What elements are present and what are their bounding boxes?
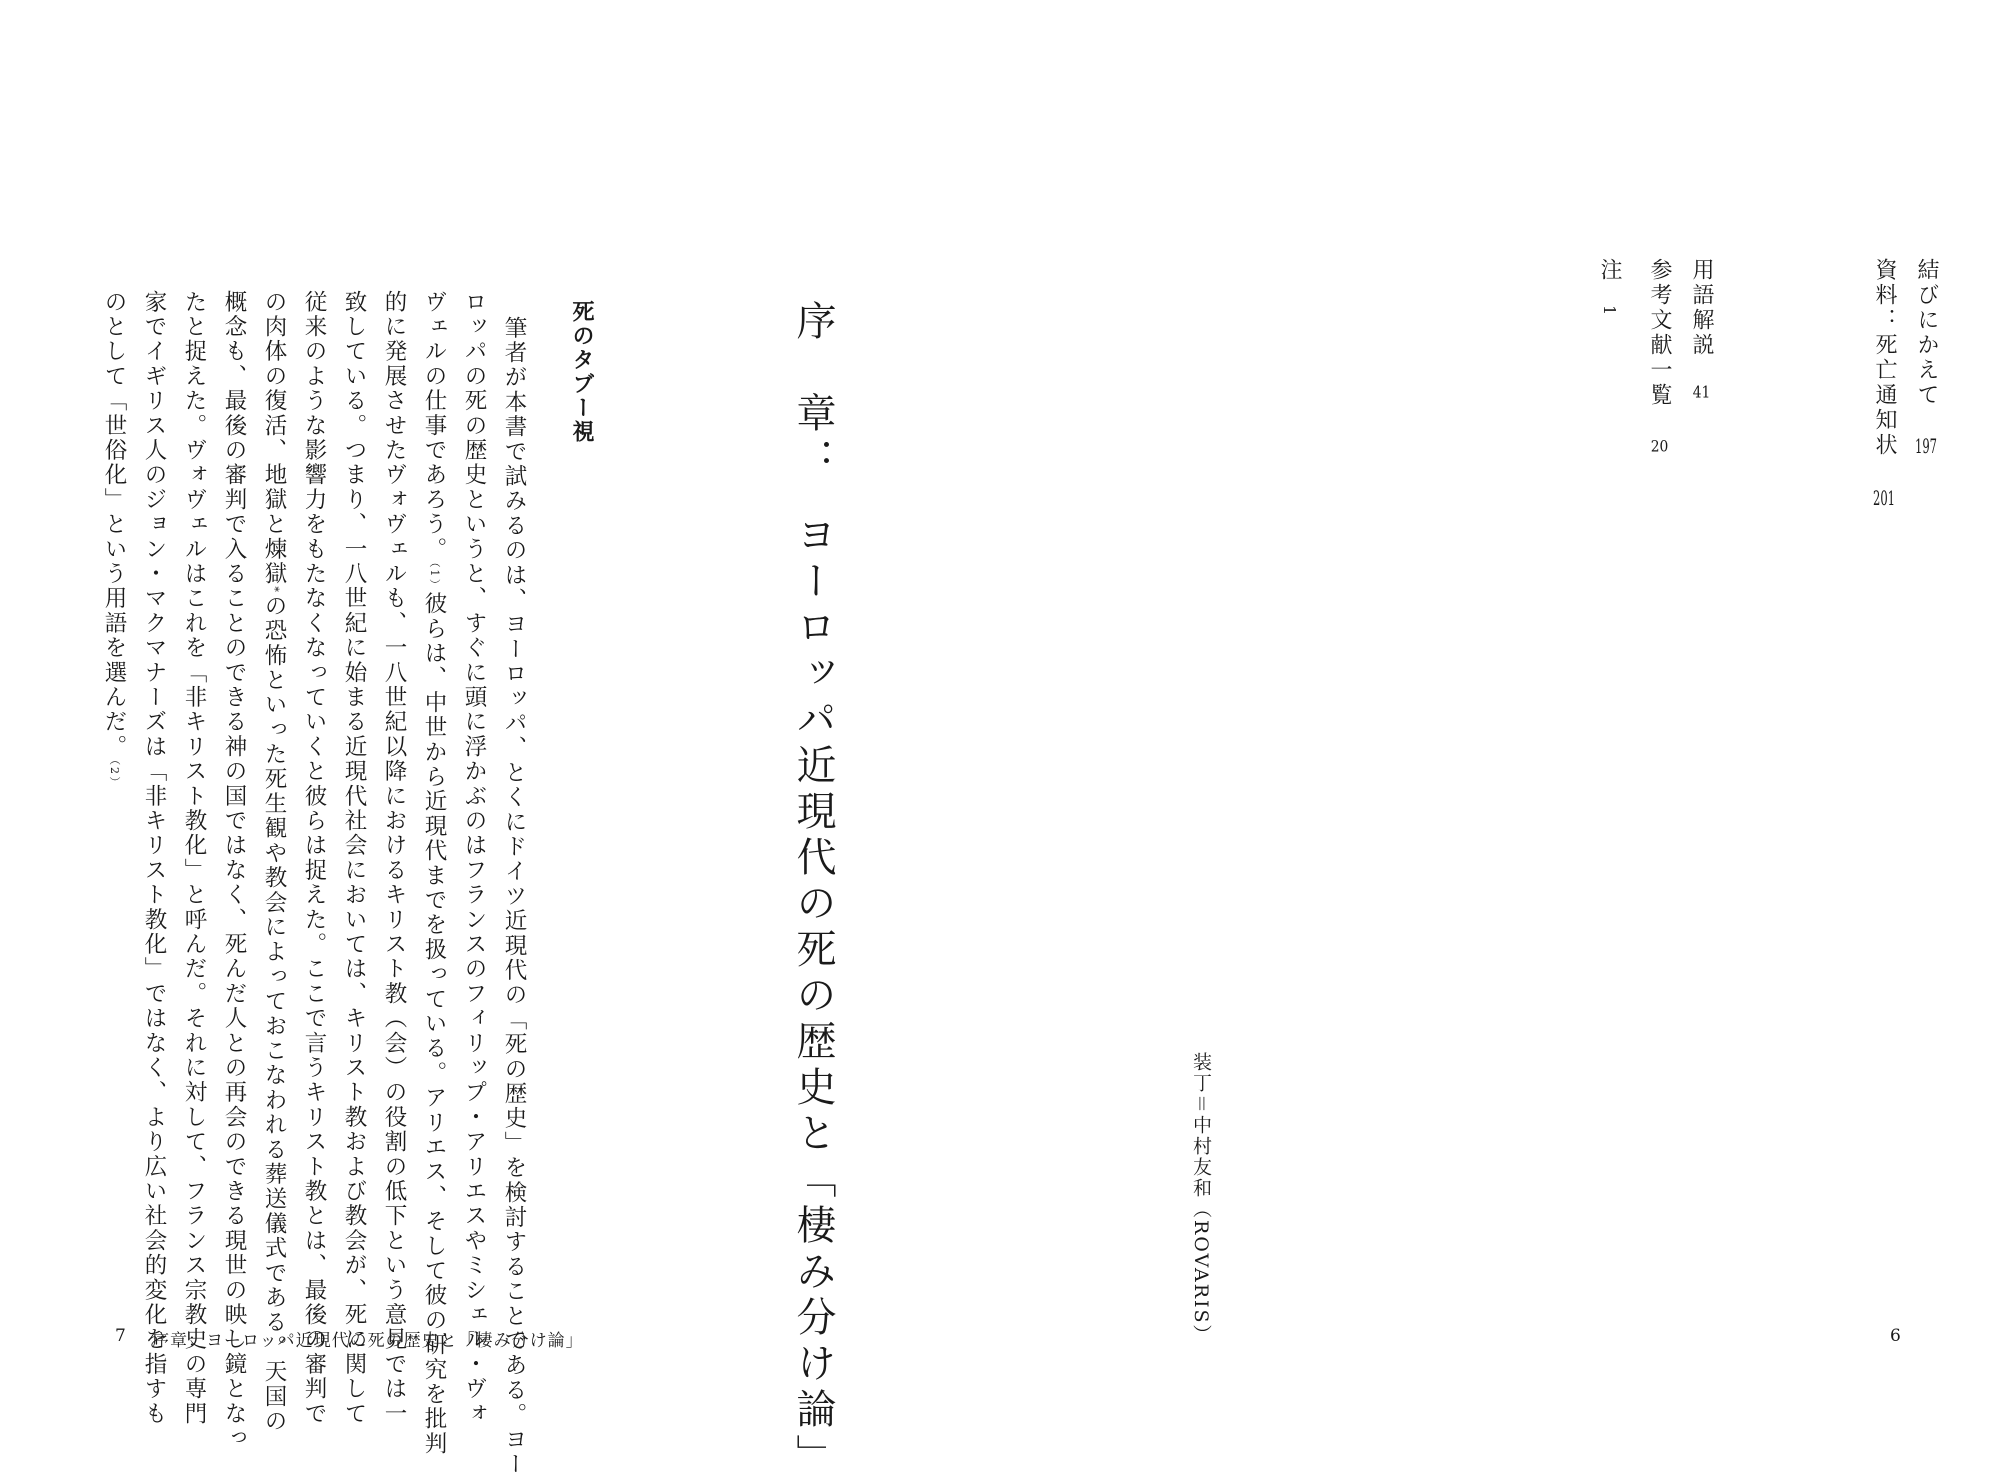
body-line: 概念も、最後の審判で入ることのできる神の国ではなく、死んだ人との再会のできる現世の映し鏡となっ	[221, 290, 247, 1451]
toc-entry-page: 20	[1650, 438, 1669, 454]
body-line	[258, 290, 290, 1434]
chapter-title-text: ヨーロッパ近現代の死の歴史と「棲み分け論」	[790, 514, 836, 1480]
toc-entry-glossary	[1686, 258, 1717, 400]
body-line: 的に発展させたヴォヴェルも、一八世紀以降におけるキリスト教（会）の役割の低下という意見では一	[381, 290, 407, 1427]
left-page-number: 7	[115, 1326, 126, 1346]
body-line-text: の肉体の復活、地獄と煉獄	[261, 290, 287, 587]
toc-entry-notes	[1594, 258, 1625, 315]
note-reference: （1）	[428, 561, 441, 592]
toc-entry-label: 注	[1597, 258, 1622, 283]
body-line: ロッパの死の歴史というと、すぐに頭に浮かぶのはフランスのフィリップ・アリエスやミシェル・ヴォ	[461, 290, 487, 1427]
note-reference: （2）	[108, 759, 121, 790]
body-line: 従来のような影響力をもたなくなっていくと彼らは捉えた。ここで言うキリスト教とは、最後の審判で	[301, 290, 327, 1427]
toc-entry-label: 用語解説	[1689, 258, 1714, 358]
toc-entry-page: 1	[1600, 305, 1619, 316]
body-line	[98, 290, 130, 789]
body-line: 家でイギリス人のジョン・マクマナーズは「非キリスト教化」ではなく、より広い社会的変化を指すも	[141, 290, 167, 1427]
body-line: 致している。つまり、一八世紀に始まる近現代社会においては、キリスト教および教会が、死に関して	[341, 290, 367, 1427]
toc-entry-page: 201	[1873, 488, 1895, 508]
running-header: 序章：ヨーロッパ近現代の死の歴史と「棲み分け論」	[152, 1331, 584, 1351]
body-line	[418, 290, 450, 1456]
body-line-text: の恐怖といった死生観や教会によっておこなわれる葬送儀式である。天国の	[261, 594, 287, 1434]
cover-design-credit: 装丁＝中村友和（ROVARIS）	[1190, 1052, 1212, 1346]
toc-entry-label: 資料：死亡通知状	[1872, 258, 1897, 458]
asterisk-mark: *	[268, 586, 281, 595]
toc-entry-label: 参考文献一覧	[1647, 258, 1672, 408]
toc-entry-page: 197	[1915, 436, 1937, 456]
body-line-text: のとして「世俗化」という用語を選んだ。	[101, 290, 127, 760]
toc-entry-conclusion	[1911, 258, 1942, 456]
body-line-text: ヴェルの仕事であろう。	[421, 290, 447, 562]
chapter-label: 序 章：	[790, 300, 836, 484]
toc-entry-page: 41	[1692, 384, 1711, 400]
toc-entry-label: 結びにかえて	[1914, 258, 1939, 408]
chapter-title	[785, 300, 842, 1480]
body-line: たと捉えた。ヴォヴェルはこれを「非キリスト教化」と呼んだ。それに対して、フランス宗教史の専門	[181, 290, 207, 1427]
toc-entry-references	[1644, 258, 1675, 454]
right-page-number: 6	[1890, 1326, 1901, 1346]
body-line: 筆者が本書で試みるのは、ヨーロッパ、とくにドイツ近現代の「死の歴史」を検討することである。ヨー	[501, 316, 527, 1477]
body-line-text: 彼らは、中世から近現代までを扱っている。アリエス、そして彼の研究を批判	[421, 591, 447, 1457]
section-heading: 死のタブー視	[569, 300, 595, 444]
toc-entry-materials	[1869, 258, 1900, 508]
